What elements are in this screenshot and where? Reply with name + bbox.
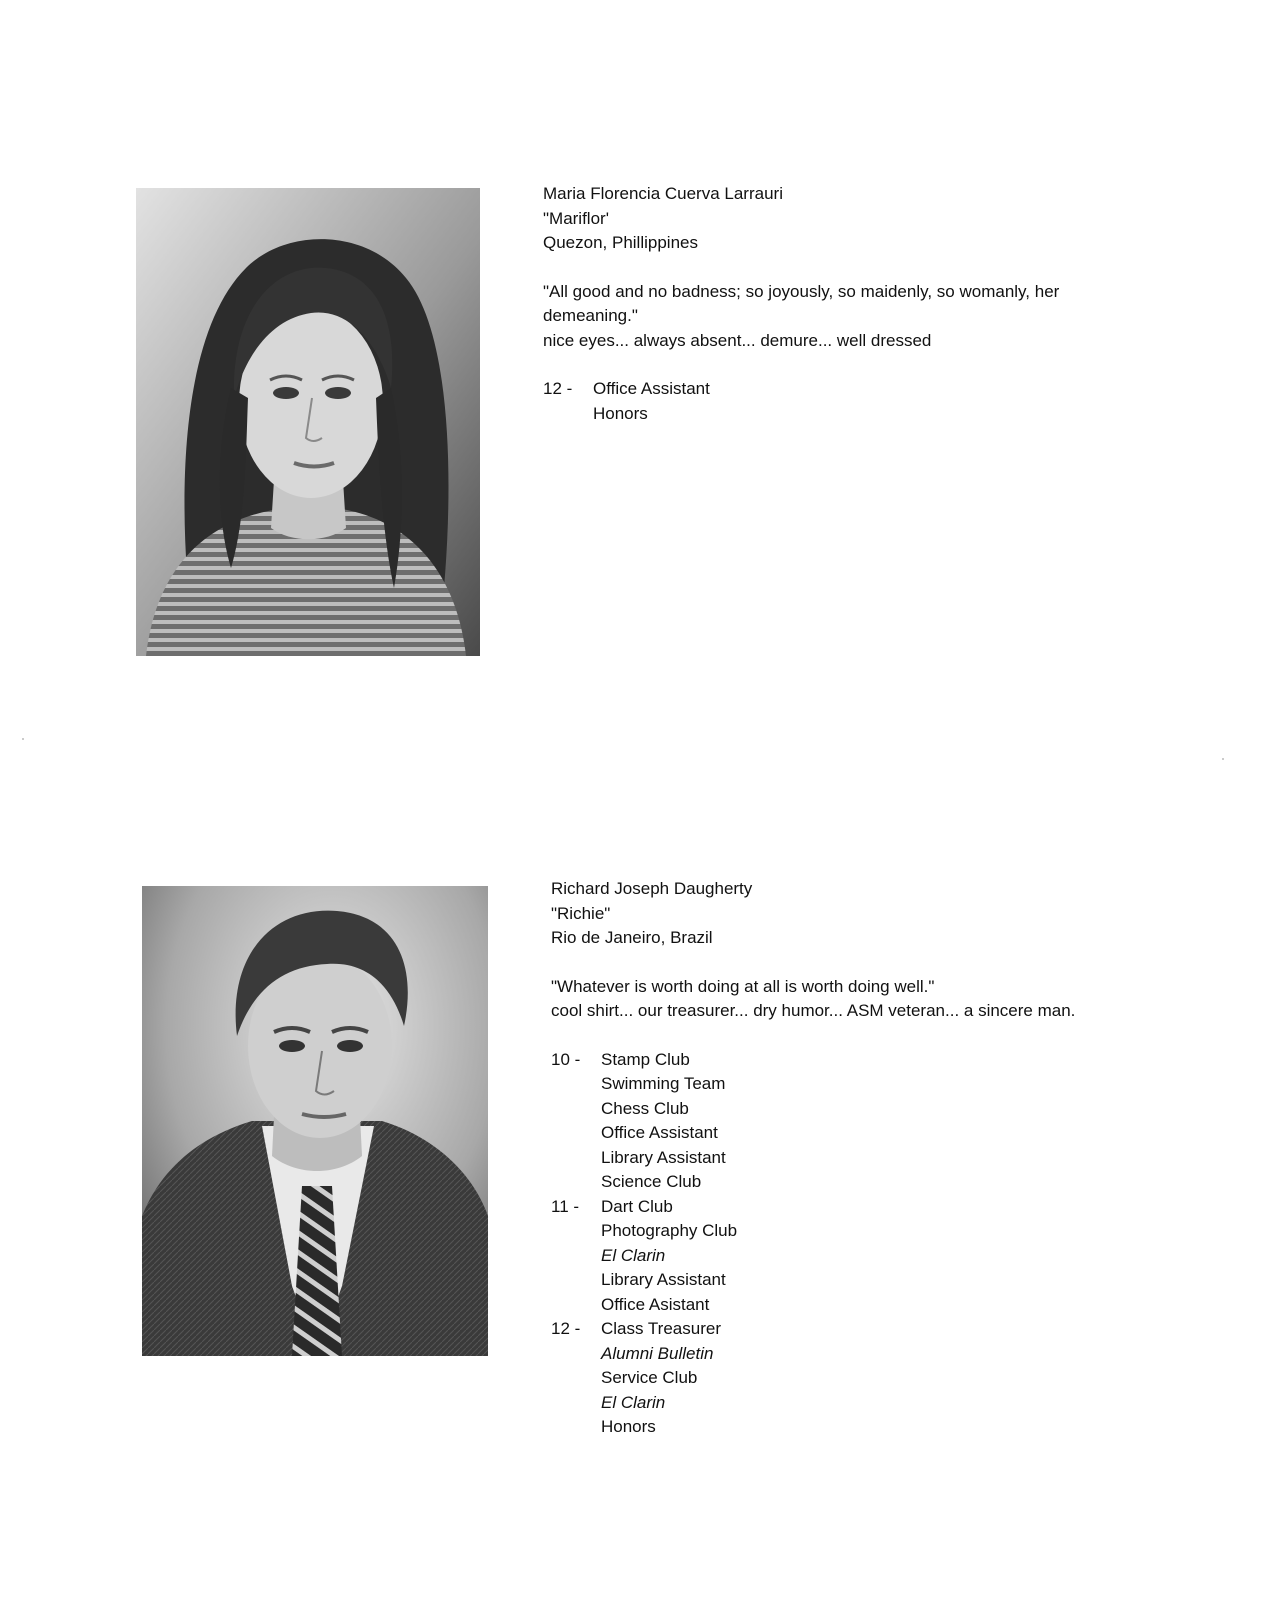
activity-item: Honors xyxy=(593,403,648,423)
scan-speck xyxy=(1222,758,1224,760)
activity-year: 12 - xyxy=(543,379,573,398)
student-name: Richard Joseph Daugherty xyxy=(551,879,753,898)
activity-item: El Clarin xyxy=(601,1392,666,1412)
activity-item: Honors xyxy=(601,1417,656,1436)
activity-item: Office Assistant xyxy=(593,379,710,398)
activity-item: Dart Club xyxy=(601,1196,673,1216)
activity-item: Photography Club xyxy=(601,1221,738,1240)
student-quote-block xyxy=(543,280,1143,354)
student-activities xyxy=(551,1048,1171,1440)
student-descriptors: cool shirt... our treasurer... dry humor... ASM veteran... a sincere man. xyxy=(551,1001,1076,1020)
portrait-photo-female-icon xyxy=(136,188,480,656)
activity-item: Class Treasurer xyxy=(601,1319,721,1338)
student-photo-male xyxy=(142,886,488,1356)
activity-year-group xyxy=(543,377,1143,426)
activity-year-group xyxy=(551,1195,1171,1318)
activity-year-group xyxy=(551,1048,1171,1195)
activity-year-group xyxy=(551,1317,1171,1440)
scan-speck xyxy=(22,738,24,740)
student-quote: "Whatever is worth doing at all is worth doing well." xyxy=(551,976,935,996)
activity-item: Science Club xyxy=(601,1172,702,1191)
student-name: Maria Florencia Cuerva Larrauri xyxy=(543,184,783,203)
student-photo-female xyxy=(136,188,480,656)
activity-year: 10 - xyxy=(551,1049,581,1069)
activity-item: Office Asistant xyxy=(601,1294,710,1314)
activity-item: Stamp Club xyxy=(601,1049,690,1069)
activity-year: 12 - xyxy=(551,1319,581,1338)
activity-item: Library Assistant xyxy=(601,1147,726,1167)
activity-item: Swimming Team xyxy=(601,1074,726,1093)
student-hometown: Rio de Janeiro, Brazil xyxy=(551,928,713,947)
activity-item: Alumni Bulletin xyxy=(601,1343,714,1363)
student-nickname: "Mariflor' xyxy=(543,208,609,228)
student-nickname: "Richie" xyxy=(551,903,611,923)
activity-item: Service Club xyxy=(601,1368,698,1387)
activity-item: Chess Club xyxy=(601,1098,689,1118)
student-quote: "All good and no badness; so joyously, so maidenly, so womanly, her demeaning." xyxy=(543,281,1060,325)
activity-item: Office Assistant xyxy=(601,1123,718,1142)
student-quote-block xyxy=(551,975,1171,1024)
student-entry-1 xyxy=(543,182,1143,426)
student-entry-2 xyxy=(551,877,1171,1440)
activity-item: Library Assistant xyxy=(601,1270,726,1289)
activity-year: 11 - xyxy=(551,1196,580,1216)
student-hometown: Quezon, Phillippines xyxy=(543,233,698,252)
student-activities xyxy=(543,377,1143,426)
activity-item: El Clarin xyxy=(601,1245,666,1265)
portrait-photo-male-icon xyxy=(142,886,488,1356)
student-descriptors: nice eyes... always absent... demure... well dressed xyxy=(543,330,932,350)
